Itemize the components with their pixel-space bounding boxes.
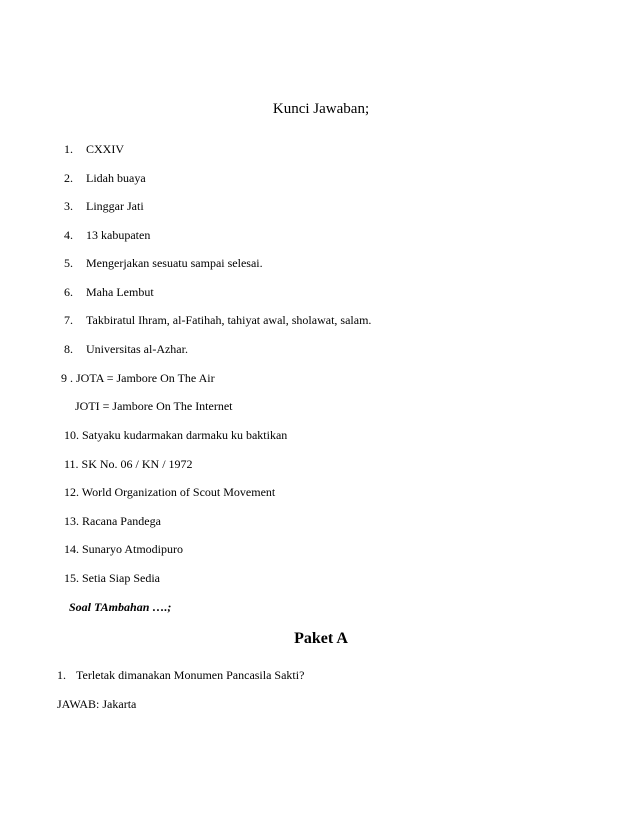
answer-text: Takbiratul Ihram, al-Fatihah, tahiyat awal, sholawat, salam.: [86, 313, 372, 327]
answer-number: 4.: [64, 228, 73, 242]
answer-key-title: Kunci Jawaban;: [272, 101, 370, 117]
answer-item-14: 14. Sunaryo Atmodipuro: [64, 542, 183, 556]
paket-question-1: [57, 668, 304, 683]
answer-item-11: 11. SK No. 06 / KN / 1972: [64, 457, 193, 471]
answer-number: 6.: [64, 285, 73, 299]
answer-text: Lidah buaya: [86, 171, 146, 185]
answer-item-7: [64, 313, 371, 328]
answer-item-9-jota: 9 . JOTA = Jambore On The Air: [61, 371, 215, 385]
answer-item-13: 13. Racana Pandega: [64, 514, 161, 528]
answer-number: 2.: [64, 171, 73, 185]
answer-text: Universitas al-Azhar.: [86, 342, 188, 356]
paket-answer-1: JAWAB: Jakarta: [57, 697, 137, 711]
answer-number: 1.: [64, 142, 73, 156]
answer-item-9-joti: JOTI = Jambore On The Internet: [75, 399, 233, 413]
answer-number: 3.: [64, 199, 73, 213]
answer-item-15: 15. Setia Siap Sedia: [64, 571, 160, 585]
answer-item-10: 10. Satyaku kudarmakan darmaku ku baktikan: [64, 428, 288, 442]
answer-item-5: [64, 256, 263, 271]
question-number: 1.: [57, 668, 66, 682]
answer-item-3: [64, 199, 144, 214]
answer-number: 8.: [64, 342, 73, 356]
answer-item-1: [64, 142, 124, 157]
answer-number: 7.: [64, 313, 73, 327]
answer-number: 5.: [64, 256, 73, 270]
answer-text: CXXIV: [86, 142, 124, 156]
question-text: Terletak dimanakan Monumen Pancasila Sakti?: [76, 668, 305, 682]
answer-item-4: [64, 228, 150, 243]
answer-item-6: [64, 285, 154, 300]
answer-text: Mengerjakan sesuatu sampai selesai.: [86, 256, 263, 270]
answer-item-12: 12. World Organization of Scout Movement: [64, 485, 276, 499]
paket-title: Paket A: [294, 630, 348, 647]
answer-item-8: [64, 342, 188, 357]
answer-text: Maha Lembut: [86, 285, 154, 299]
answer-text: Linggar Jati: [86, 199, 144, 213]
answer-text: 13 kabupaten: [86, 228, 151, 242]
answer-item-2: [64, 171, 146, 186]
additional-questions-heading: Soal TAmbahan ….;: [69, 600, 172, 614]
